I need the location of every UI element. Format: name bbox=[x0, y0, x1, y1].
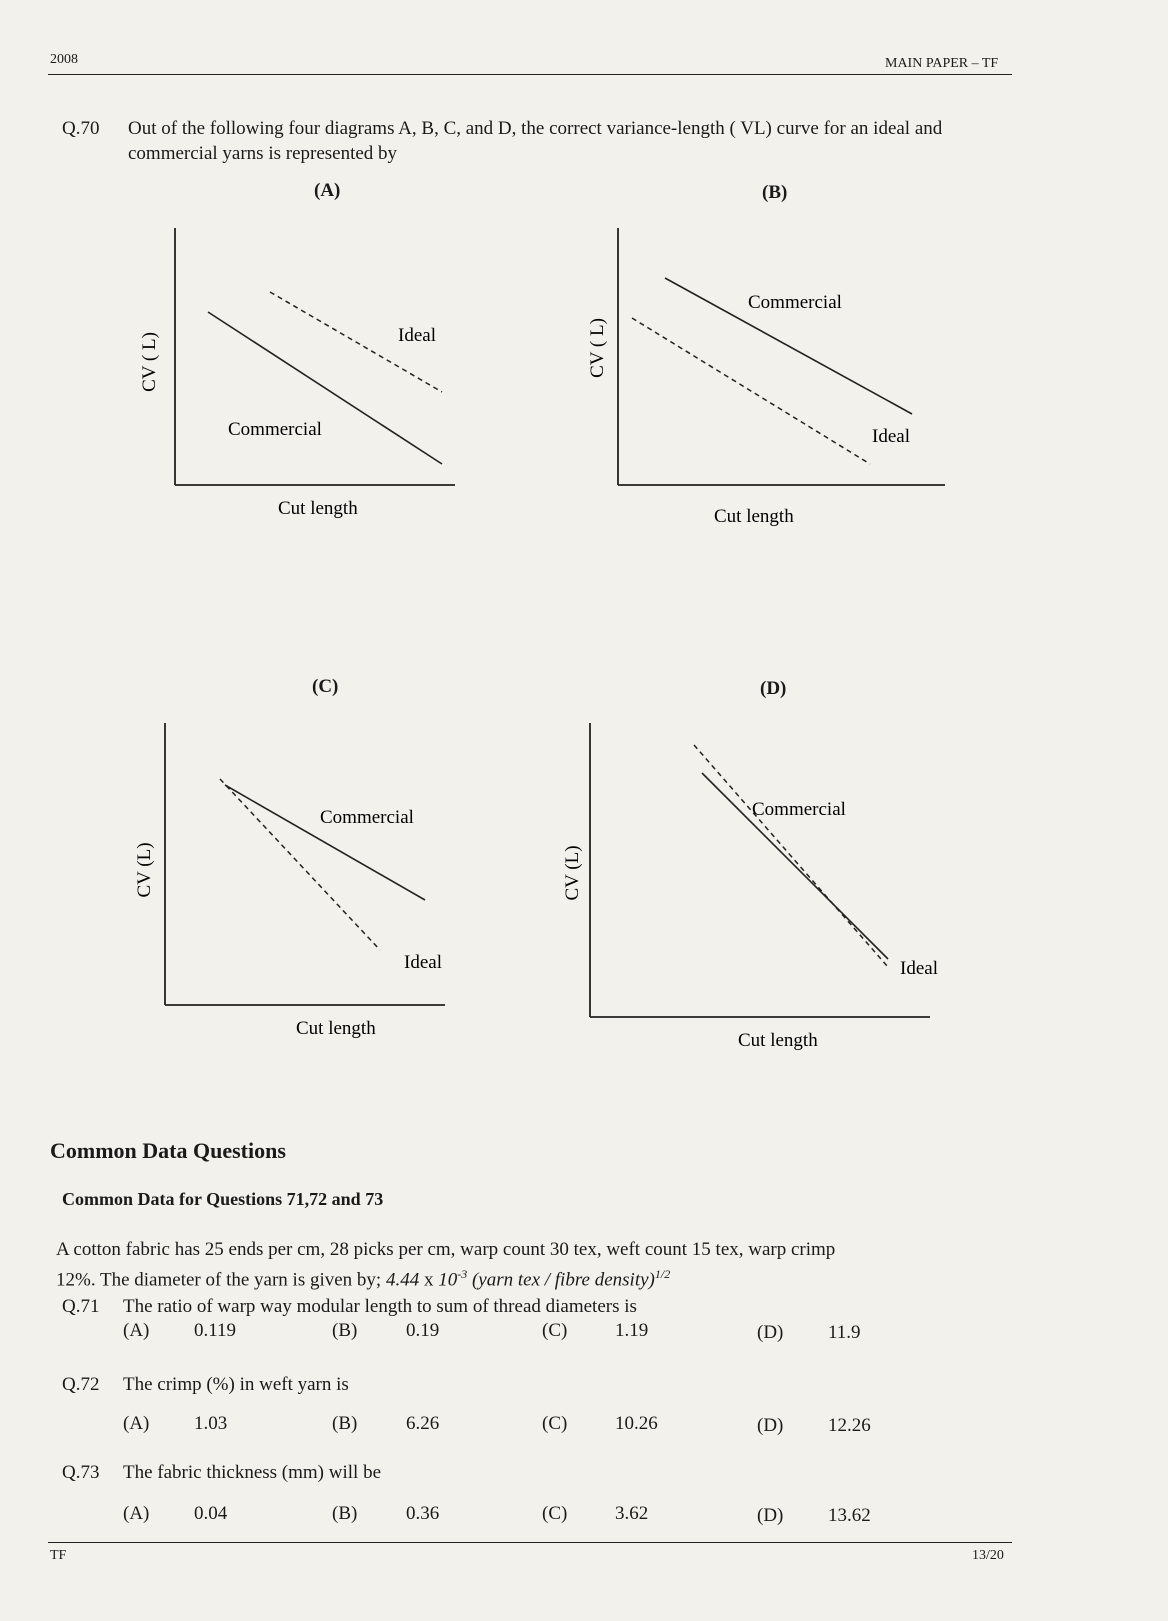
formula-coefficient: 4.44 bbox=[385, 1269, 420, 1291]
panel-a-xlabel: Cut length bbox=[278, 498, 358, 519]
q72-option-c-key: (C) bbox=[542, 1413, 568, 1434]
q73-option-c-key: (C) bbox=[542, 1503, 568, 1524]
q72-text: The crimp (%) in weft yarn is bbox=[123, 1374, 349, 1395]
q71-option-b-value: 0.19 bbox=[406, 1320, 440, 1341]
header-paper: MAIN PAPER – TF bbox=[885, 56, 999, 71]
q71-option-a-value: 0.119 bbox=[194, 1320, 237, 1341]
q73-option-a-value: 0.04 bbox=[194, 1503, 228, 1524]
panel-d-label: (D) bbox=[760, 678, 787, 699]
common-data-line-2 bbox=[56, 1262, 1016, 1292]
q72-option-b-key: (B) bbox=[332, 1413, 358, 1434]
q73-number: Q.73 bbox=[62, 1462, 100, 1483]
q73-option-d-value: 13.62 bbox=[828, 1505, 871, 1526]
panel-c-graph bbox=[120, 715, 460, 1045]
panel-c-solid-line bbox=[225, 785, 425, 900]
panel-d-ylabel: CV (L) bbox=[562, 845, 583, 901]
panel-c-label: (C) bbox=[312, 676, 339, 697]
q72-option-a-key: (A) bbox=[123, 1413, 150, 1434]
q70-text: Out of the following four diagrams A, B, C, and D, the correct variance-length ( VL) curve for an ideal and commercial yarns is represented by bbox=[128, 118, 943, 164]
panel-a-ylabel: CV ( L) bbox=[139, 332, 160, 392]
q73-option-d-key: (D) bbox=[757, 1505, 784, 1526]
q73-option-c-value: 3.62 bbox=[615, 1503, 649, 1524]
q71-option-b-key: (B) bbox=[332, 1320, 358, 1341]
q71-text: The ratio of warp way modular length to sum of thread diameters is bbox=[123, 1296, 637, 1317]
panel-b-ylabel: CV ( L) bbox=[587, 318, 608, 378]
panel-b-dashed-label: Commercial bbox=[748, 292, 842, 313]
header-rule bbox=[48, 74, 1012, 75]
panel-c-solid-label: Commercial bbox=[320, 807, 414, 828]
q72-number: Q.72 bbox=[62, 1374, 100, 1395]
q73-option-a-key: (A) bbox=[123, 1503, 150, 1524]
q72-option-a-value: 1.03 bbox=[194, 1413, 228, 1434]
common-data-line-2-text: 12%. The diameter of the yarn is given by; bbox=[56, 1269, 386, 1291]
panel-c-xlabel: Cut length bbox=[296, 1018, 376, 1039]
panel-b-label: (B) bbox=[762, 182, 788, 203]
panel-a-solid-label: Commercial bbox=[228, 419, 322, 440]
q71-option-c-value: 1.19 bbox=[615, 1320, 649, 1341]
footer-rule bbox=[48, 1542, 1012, 1543]
q71-option-d-key: (D) bbox=[757, 1322, 784, 1343]
page-number: 13/20 bbox=[972, 1548, 1004, 1563]
common-data-title: Common Data Questions bbox=[50, 1138, 286, 1163]
q70-number: Q.70 bbox=[62, 118, 100, 139]
panel-d-xlabel: Cut length bbox=[738, 1030, 818, 1051]
footer-left: TF bbox=[50, 1548, 67, 1563]
panel-c-dashed-line bbox=[220, 779, 380, 950]
q72-option-c-value: 10.26 bbox=[615, 1413, 658, 1434]
panel-a-dashed-label: Ideal bbox=[398, 325, 436, 346]
panel-c-dashed-label: Ideal bbox=[404, 952, 442, 973]
q73-option-b-value: 0.36 bbox=[406, 1503, 440, 1524]
q72-option-d-value: 12.26 bbox=[828, 1415, 871, 1436]
panel-c-ylabel: CV (L) bbox=[134, 842, 155, 898]
q72-option-b-value: 6.26 bbox=[406, 1413, 440, 1434]
q71-option-c-key: (C) bbox=[542, 1320, 568, 1341]
header-year: 2008 bbox=[50, 52, 78, 67]
panel-d-dashed-label: Ideal bbox=[900, 958, 938, 979]
panel-a-label: (A) bbox=[314, 180, 341, 201]
common-data-subtitle: Common Data for Questions 71,72 and 73 bbox=[62, 1189, 384, 1209]
q73-option-b-key: (B) bbox=[332, 1503, 358, 1524]
q71-option-d-value: 11.9 bbox=[828, 1322, 861, 1343]
panel-b-solid-label: Ideal bbox=[872, 426, 910, 447]
formula-exponent: -3 bbox=[457, 1267, 468, 1281]
panel-d-solid-label: Commercial bbox=[752, 799, 846, 820]
panel-d-graph bbox=[562, 715, 970, 1055]
panel-a-graph bbox=[120, 220, 460, 520]
q71-number: Q.71 bbox=[62, 1296, 100, 1317]
formula-exponent-half: 1/2 bbox=[654, 1267, 671, 1281]
q73-text: The fabric thickness (mm) will be bbox=[123, 1462, 382, 1483]
common-data-line-1: A cotton fabric has 25 ends per cm, 28 picks per cm, warp count 30 tex, weft count 15 tex, warp crimp bbox=[56, 1239, 836, 1260]
q71-option-a-key: (A) bbox=[123, 1320, 150, 1341]
q72-option-d-key: (D) bbox=[757, 1415, 784, 1436]
panel-b-xlabel: Cut length bbox=[714, 506, 794, 527]
panel-b-graph bbox=[570, 220, 950, 530]
formula-expression: (yarn tex / fibre density) bbox=[467, 1269, 655, 1291]
panel-d-dashed-line bbox=[694, 745, 888, 967]
common-data-paragraph bbox=[56, 1238, 1016, 1292]
formula-power-base: 10 bbox=[438, 1269, 458, 1291]
formula-times: x bbox=[419, 1269, 439, 1291]
panel-b-dashed-line bbox=[632, 318, 870, 464]
